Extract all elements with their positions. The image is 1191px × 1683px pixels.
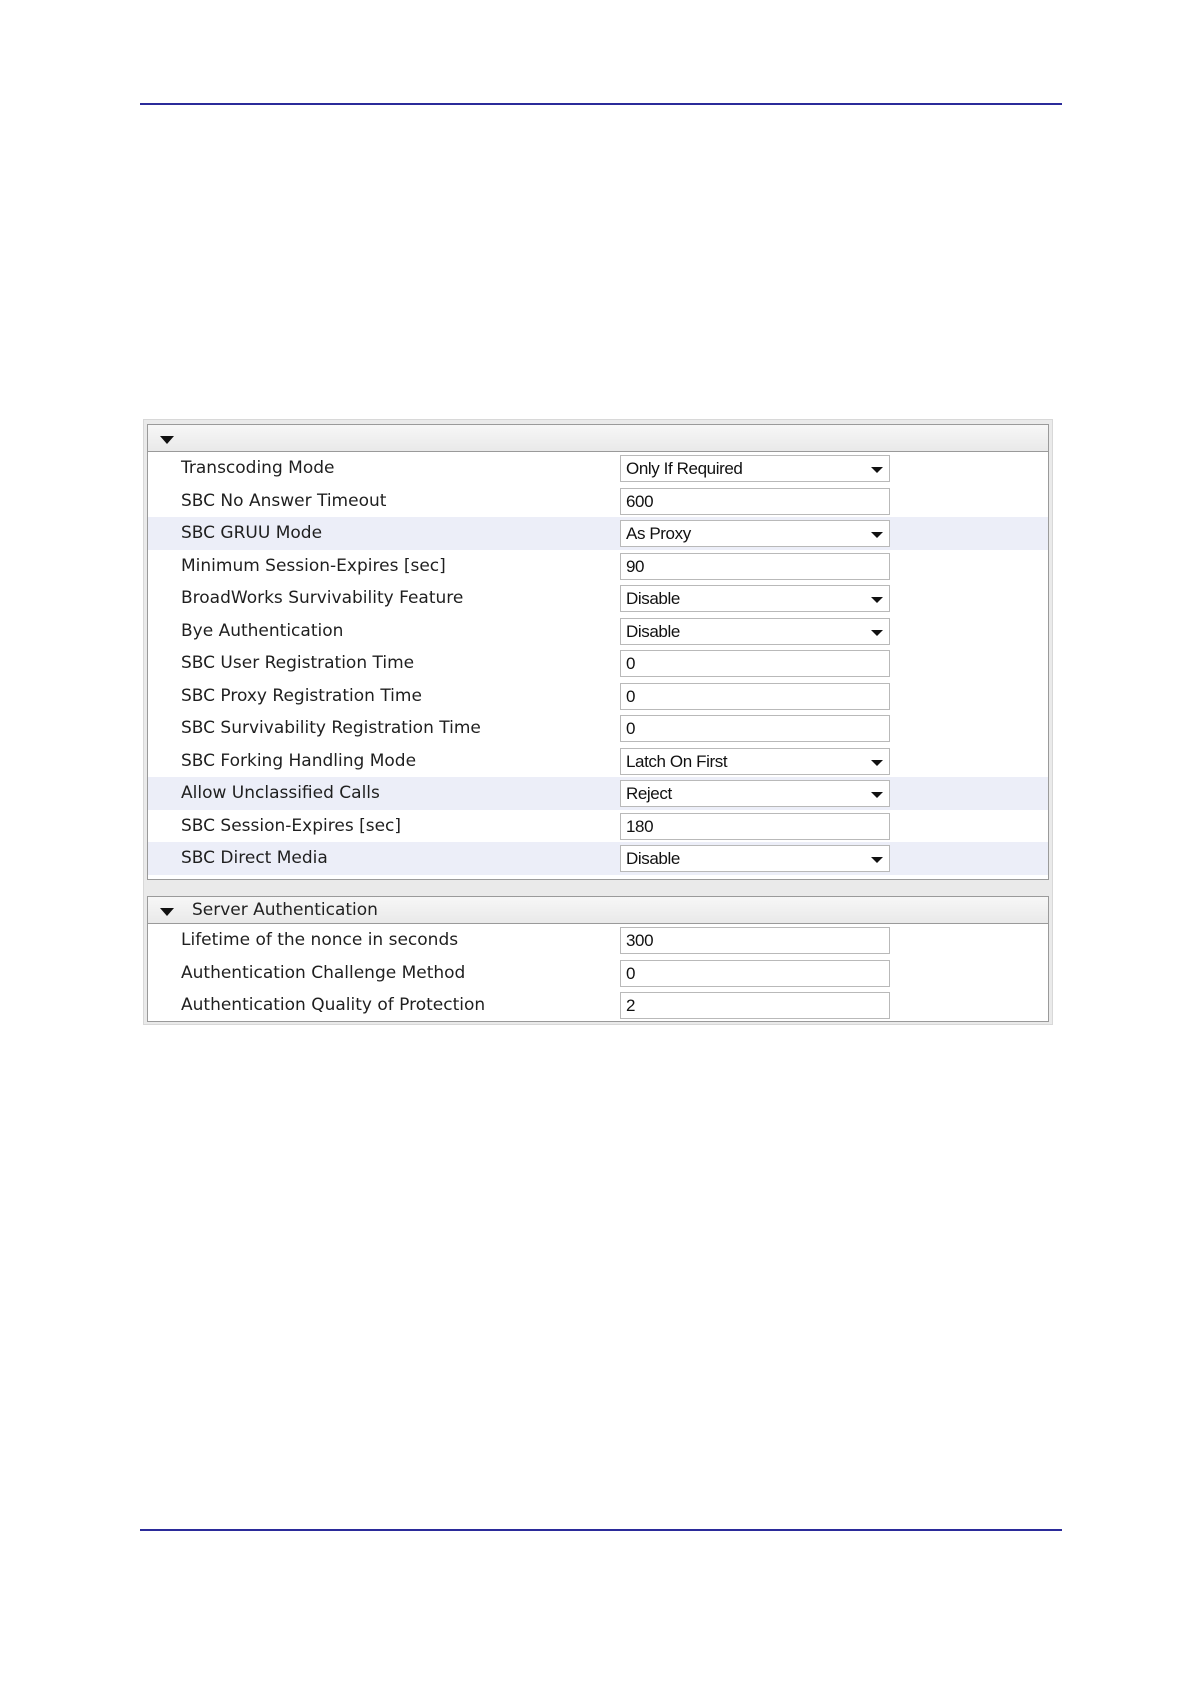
row-bye-authentication	[148, 615, 1048, 648]
row-allow-unclassified-calls	[148, 777, 1048, 810]
row-sbc-user-registration-time	[148, 647, 1048, 680]
dropdown-arrow-icon[interactable]	[871, 760, 883, 766]
server-authentication-section	[147, 896, 1049, 1022]
row-sbc-gruu-mode	[148, 517, 1048, 550]
general-section-header[interactable]	[148, 425, 1048, 452]
label-sbc-forking-handling-mode: SBC Forking Handling Mode	[181, 750, 417, 771]
select-value: Disable	[626, 621, 680, 641]
input-value: 300	[626, 931, 654, 950]
input-value: 0	[626, 654, 636, 673]
input-authentication-quality-of-protection[interactable]	[620, 992, 890, 1019]
dropdown-arrow-icon[interactable]	[871, 467, 883, 473]
label-sbc-user-registration-time: SBC User Registration Time	[181, 653, 415, 673]
label-sbc-session-expires: SBC Session-Expires [sec]	[181, 815, 402, 836]
select-value: Disable	[626, 589, 680, 608]
input-nonce-lifetime[interactable]	[620, 927, 890, 954]
input-value: 600	[626, 491, 654, 511]
row-authentication-quality-of-protection	[148, 989, 1048, 1022]
row-sbc-proxy-registration-time	[148, 680, 1048, 713]
input-minimum-session-expires[interactable]	[620, 553, 890, 580]
input-value: 0	[626, 719, 636, 738]
settings-form-frame	[143, 419, 1053, 1025]
collapse-arrow-icon[interactable]	[160, 908, 174, 916]
row-sbc-session-expires	[148, 810, 1048, 843]
dropdown-arrow-icon[interactable]	[871, 792, 883, 798]
input-sbc-no-answer-timeout[interactable]	[620, 488, 890, 515]
select-value: Latch On First	[626, 751, 728, 771]
label-sbc-survivability-registration-time: SBC Survivability Registration Time	[181, 718, 481, 738]
label-sbc-direct-media: SBC Direct Media	[181, 848, 328, 868]
select-broadworks-survivability[interactable]	[620, 585, 890, 612]
select-allow-unclassified-calls[interactable]	[620, 780, 890, 807]
select-value: As Proxy	[626, 524, 691, 543]
label-minimum-session-expires: Minimum Session-Expires [sec]	[181, 555, 446, 576]
input-authentication-challenge-method[interactable]	[620, 960, 890, 987]
input-sbc-proxy-registration-time[interactable]	[620, 683, 890, 710]
page-header-rule	[140, 103, 1062, 105]
input-value: 90	[626, 556, 645, 576]
row-nonce-lifetime	[148, 924, 1048, 957]
select-sbc-direct-media[interactable]	[620, 845, 890, 872]
select-value: Only If Required	[626, 459, 743, 478]
row-sbc-direct-media	[148, 842, 1048, 875]
dropdown-arrow-icon[interactable]	[871, 857, 883, 863]
row-sbc-no-answer-timeout	[148, 485, 1048, 518]
row-sbc-survivability-registration-time	[148, 712, 1048, 745]
select-value: Reject	[626, 784, 672, 803]
page-footer-rule	[140, 1529, 1062, 1531]
label-sbc-no-answer-timeout: SBC No Answer Timeout	[181, 490, 387, 511]
row-transcoding-mode	[148, 452, 1048, 485]
server-authentication-title: Server Authentication	[192, 900, 378, 920]
label-sbc-proxy-registration-time: SBC Proxy Registration Time	[181, 685, 422, 706]
dropdown-arrow-icon[interactable]	[871, 532, 883, 538]
label-bye-authentication: Bye Authentication	[181, 620, 344, 641]
input-sbc-session-expires[interactable]	[620, 813, 890, 840]
select-sbc-forking-handling-mode[interactable]	[620, 748, 890, 775]
label-allow-unclassified-calls: Allow Unclassified Calls	[181, 783, 380, 803]
input-sbc-user-registration-time[interactable]	[620, 650, 890, 677]
label-sbc-gruu-mode: SBC GRUU Mode	[181, 523, 323, 543]
row-broadworks-survivability	[148, 582, 1048, 615]
input-value: 180	[626, 816, 654, 836]
select-sbc-gruu-mode[interactable]	[620, 520, 890, 547]
input-sbc-survivability-registration-time[interactable]	[620, 715, 890, 742]
label-broadworks-survivability: BroadWorks Survivability Feature	[181, 588, 464, 608]
row-minimum-session-expires	[148, 550, 1048, 583]
row-sbc-forking-handling-mode	[148, 745, 1048, 778]
row-authentication-challenge-method	[148, 957, 1048, 990]
label-authentication-challenge-method: Authentication Challenge Method	[181, 962, 466, 983]
server-authentication-header[interactable]	[148, 897, 1048, 924]
input-value: 0	[626, 963, 636, 983]
dropdown-arrow-icon[interactable]	[871, 630, 883, 636]
general-settings-section	[147, 424, 1049, 880]
input-value: 2	[626, 996, 636, 1016]
label-authentication-quality-of-protection: Authentication Quality of Protection	[181, 995, 486, 1016]
input-value: 0	[626, 686, 636, 706]
dropdown-arrow-icon[interactable]	[871, 597, 883, 603]
select-transcoding-mode[interactable]	[620, 455, 890, 482]
label-transcoding-mode: Transcoding Mode	[181, 458, 335, 478]
select-value: Disable	[626, 849, 680, 868]
collapse-arrow-icon[interactable]	[160, 436, 174, 444]
select-bye-authentication[interactable]	[620, 618, 890, 645]
label-nonce-lifetime: Lifetime of the nonce in seconds	[181, 930, 459, 950]
